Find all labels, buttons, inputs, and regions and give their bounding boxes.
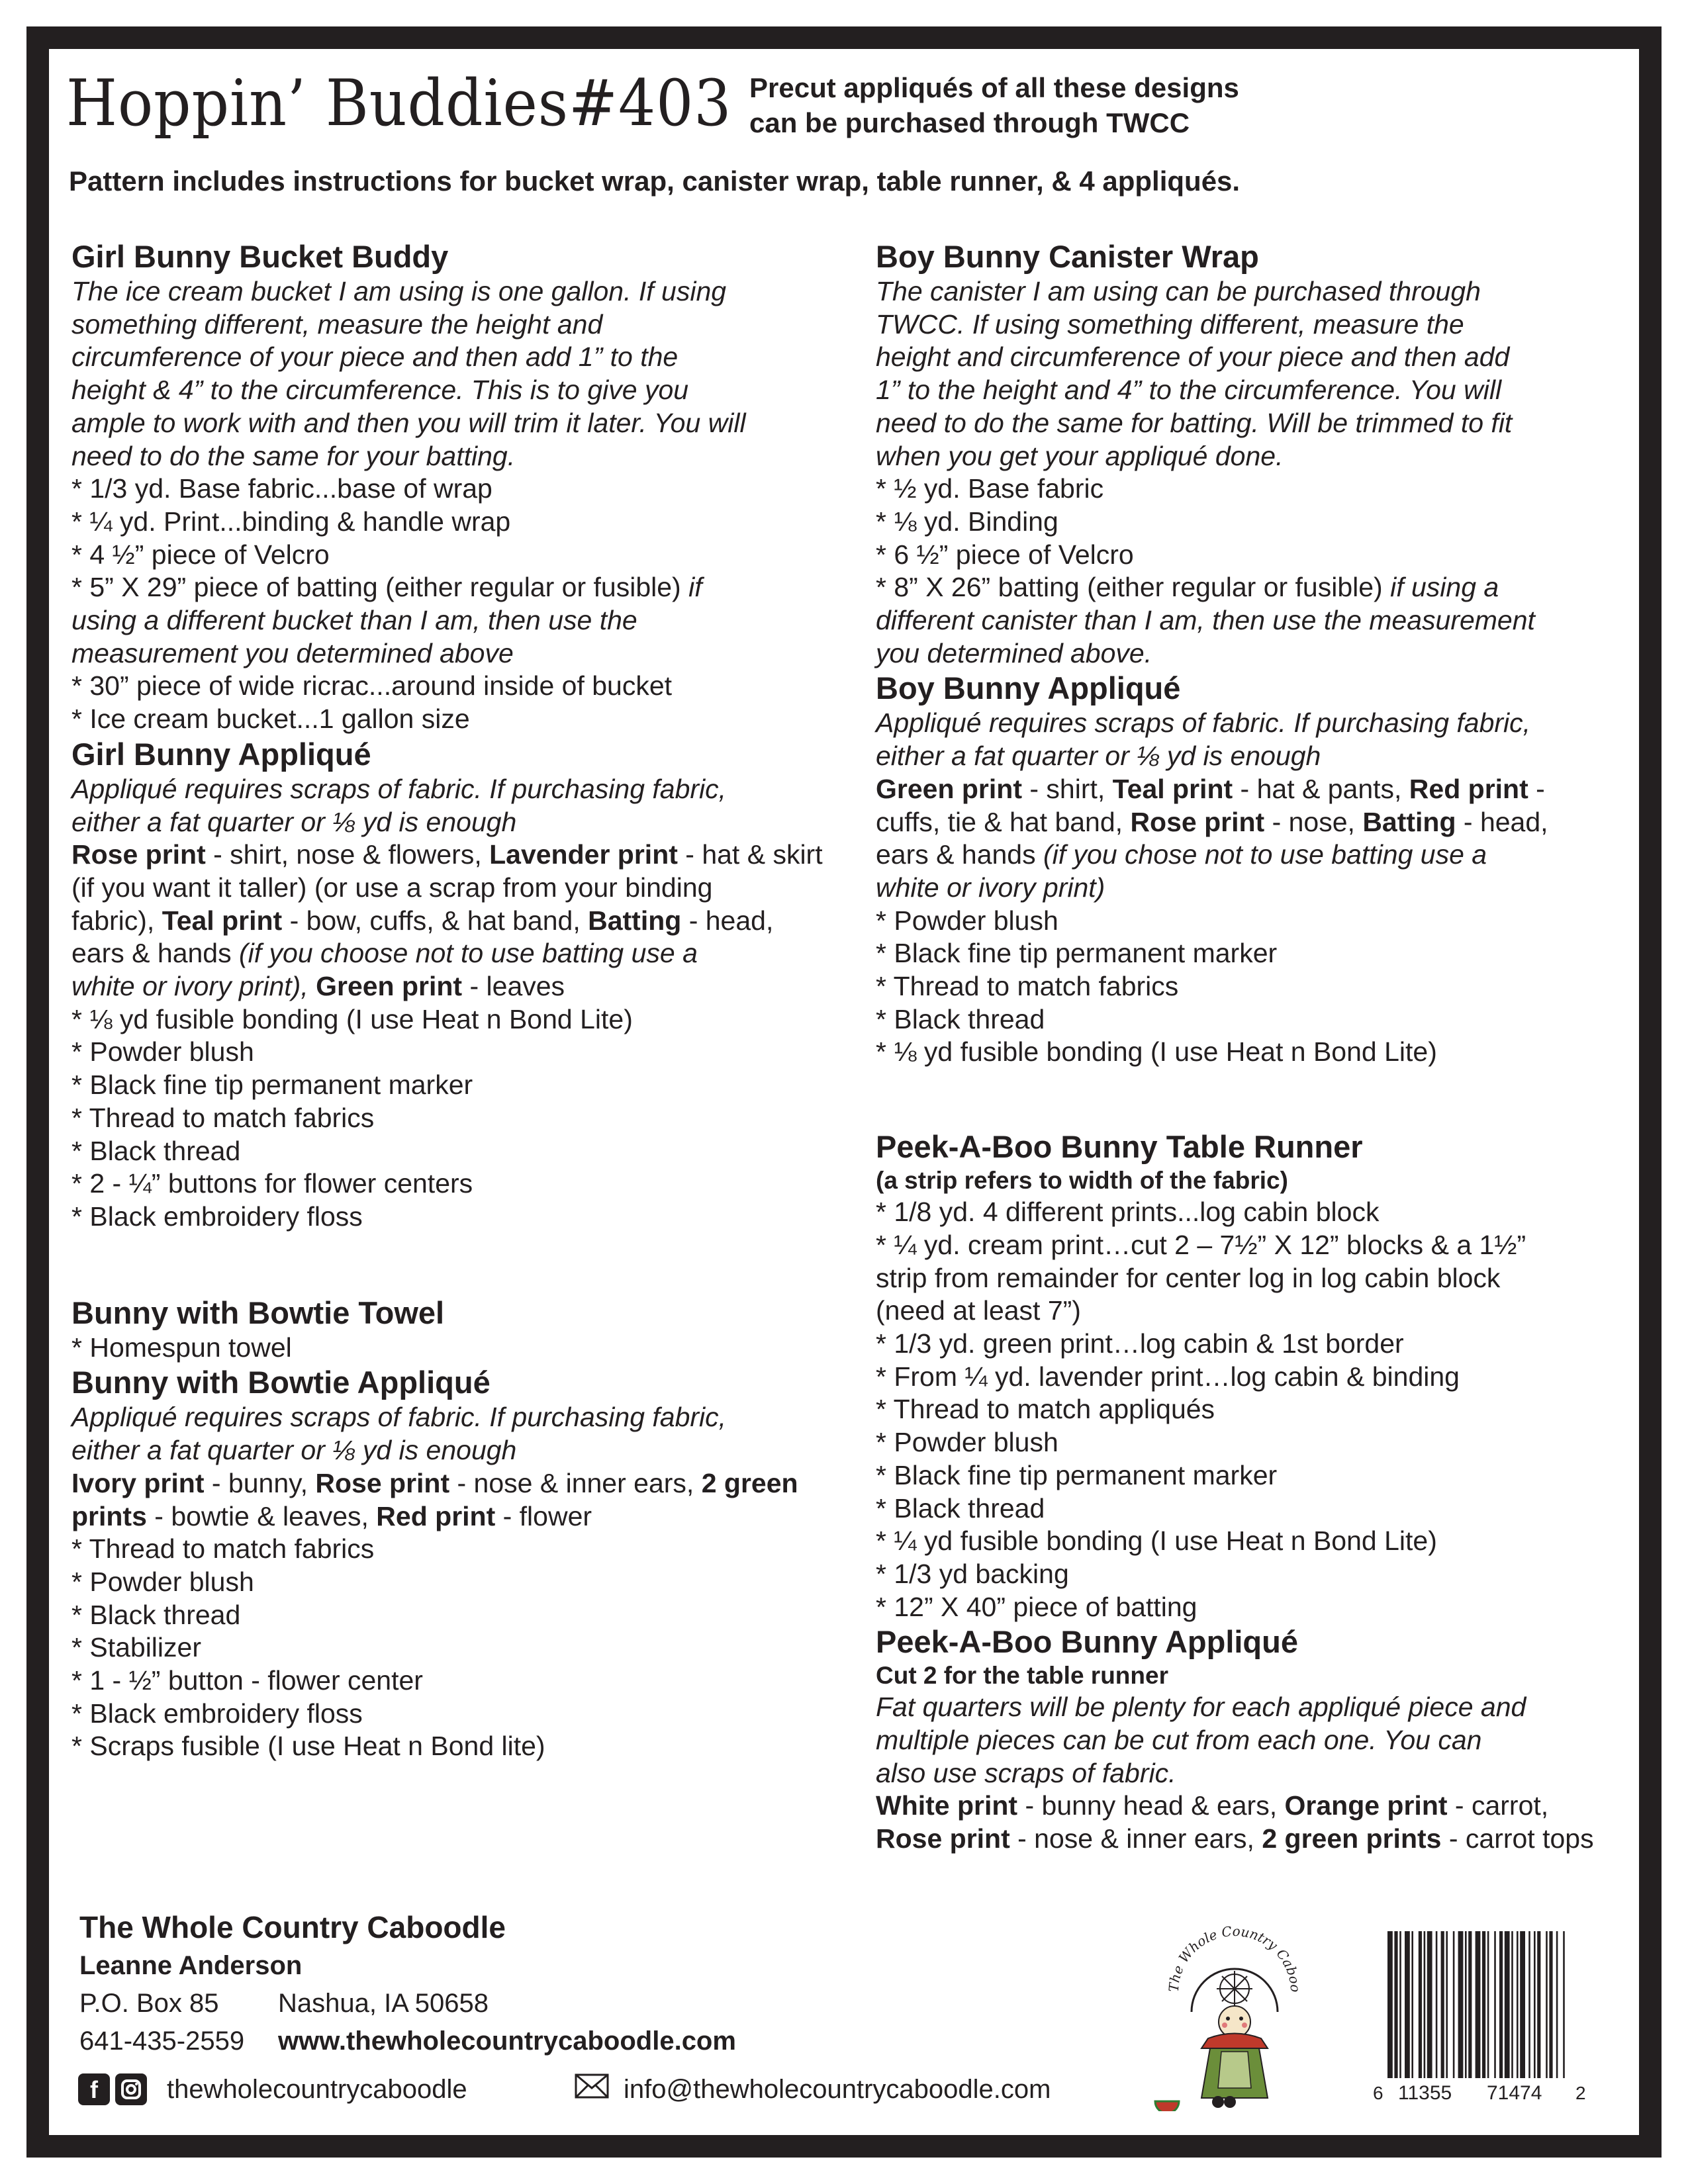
list-item: * ¼ yd. cream print…cut 2 – 7½” X 12” blocks & a 1½”: [876, 1229, 1526, 1260]
section-heading: Peek-A-Boo Bunny Appliqué: [876, 1624, 1298, 1660]
barcode-bar: [1549, 1931, 1552, 2078]
logo-arc-text: The Whole Country Caboo: [1165, 1923, 1304, 1993]
right-column: [876, 238, 1630, 1856]
list-item: * Homespun towel: [71, 1332, 292, 1363]
bowtie-towel-section: [71, 1295, 859, 1365]
boy-applique-section: Boy Bunny Appliqué Appliqué requires scraps of fabric. If purchasing fabric, either a fat quarter or ⅛ yd is enough Green print - shirt, Teal print - hat & pants, Red print - cuffs, tie & hat band, Rose print - nose, Batting - head, ears & hands (if you chose not to use batting use a white or ivory print) * Powder blush * Black fine tip permanent marker * Thread to match fabrics * Black thread * ⅛ yd fusible bonding (I use Heat n Bond Lite): [876, 670, 1630, 1069]
barcode-bar: [1511, 1931, 1513, 2078]
barcode-bar: [1411, 1931, 1413, 2078]
list-item: * Powder blush: [876, 905, 1058, 936]
list-item: * 8” X 26” batting (either regular or fusible) if using a: [876, 572, 1499, 603]
barcode-bar: [1482, 1931, 1485, 2078]
list-item: * 5” X 29” piece of batting (either regular or fusible) if: [71, 572, 702, 603]
barcode-bar: [1534, 1931, 1536, 2078]
barcode-bar: [1546, 1931, 1548, 2078]
list-item: * Powder blush: [876, 1427, 1058, 1458]
list-item: * ½ yd. Base fabric: [876, 473, 1104, 504]
list-item: * 1/3 yd. green print…log cabin & 1st border: [876, 1328, 1404, 1359]
list-item: * ⅛ yd fusible bonding (I use Heat n Bond Lite): [876, 1036, 1437, 1068]
barcode-bar: [1505, 1931, 1510, 2078]
barcode-bar: [1441, 1931, 1444, 2078]
po-box: P.O. Box 85: [79, 1989, 219, 2018]
social-handle[interactable]: thewholecountrycaboodle: [167, 2074, 467, 2104]
pattern-title: Hoppin’ Buddies#403: [66, 66, 732, 140]
barcode-bar: [1487, 1931, 1489, 2078]
girl-applique-section: Girl Bunny Appliqué Appliqué requires scraps of fabric. If purchasing fabric, either a fat quarter or ⅛ yd is enough Rose print - shirt, nose & flowers, Lavender print - hat & skirt (if you want it taller) (or use a scrap from your binding fabric), Teal print - bow, cuffs, & hat band, Batting - head, ears & hands (if you choose not to use batting use a white or ivory print), Green print - leaves * ⅛ yd fusible bonding (I use Heat n Bond Lite) * Powder blush * Black fine tip permanent marker * Thread to match fabrics * Black thread * 2 - ¼” buttons for flower centers * Black embroidery floss: [71, 736, 859, 1234]
list-item: * 1/8 yd. 4 different prints...log cabin block: [876, 1197, 1380, 1228]
barcode-bar: [1494, 1931, 1496, 2078]
pattern-includes: Pattern includes instructions for bucket wrap, canister wrap, table runner, & 4 appliqués.: [69, 165, 1241, 197]
canister-wrap-section: Boy Bunny Canister Wrap The canister I am using can be purchased through TWCC. If using something different, measure the height and circumference of your piece and then add 1” to the height and 4” to the circumference. You will need to do the same for batting. Will be trimmed to fit when you get your appliqué done. * ½ yd. Base fabric * ⅛ yd. Binding * 6 ½” piece of Velcro * 8” X 26” batting (either regular or fusible) if using a different canister than I am, then use the measurement you determined above.: [876, 238, 1630, 670]
website-link[interactable]: www.thewholecountrycaboodle.com: [278, 2026, 736, 2056]
list-item: * Thread to match fabrics: [876, 971, 1179, 1002]
list-item: * 30” piece of wide ricrac...around inside of bucket: [71, 670, 673, 702]
left-column: [71, 238, 859, 1763]
barcode-bar: [1405, 1931, 1410, 2078]
list-item: * ¼ yd fusible bonding (I use Heat n Bond Lite): [876, 1525, 1437, 1557]
section-heading: Bunny with Bowtie Towel: [71, 1295, 445, 1330]
barcode-bar: [1394, 1931, 1397, 2078]
barcode-bar: [1520, 1931, 1525, 2078]
precut-notice: Precut appliqués of all these designs can be purchased through TWCC: [749, 72, 1239, 138]
social-row: [78, 2073, 467, 2105]
barcode: [1370, 1926, 1589, 2111]
list-item: (need at least 7”): [876, 1295, 1081, 1326]
barcode-bar: [1424, 1931, 1426, 2078]
list-item: * Black thread: [876, 1003, 1045, 1034]
barcode-bar: [1419, 1931, 1422, 2078]
barcode-bar: [1427, 1931, 1432, 2078]
barcode-bar: [1517, 1931, 1519, 2078]
list-item: * ¼ yd. Print...binding & handle wrap: [71, 506, 511, 537]
email-row: [575, 2073, 1051, 2105]
girl-bucket-section: Girl Bunny Bucket Buddy The ice cream bucket I am using is one gallon. If using something different, measure the height and circumference of your piece and then add 1” to the height & 4” to the circumference. This is to give you ample to work with and then you will trim it later. You will need to do the same for your batting. * 1/3 yd. Base fabric...base of wrap * ¼ yd. Print...binding & handle wrap * 4 ½” piece of Velcro * 5” X 29” piece of batting (either regular or fusible) if using a different bucket than I am, then use the measurement you determined above * 30” piece of wide ricrac...around inside of bucket * Ice cream bucket...1 gallon size: [71, 238, 859, 736]
list-item: * Powder blush: [71, 1036, 254, 1068]
email-link[interactable]: info@thewholecountrycaboodle.com: [624, 2074, 1051, 2104]
list-item: * Thread to match fabrics: [71, 1102, 375, 1133]
barcode-bar: [1453, 1931, 1455, 2078]
section-heading: Girl Bunny Bucket Buddy: [71, 239, 449, 274]
city: Nashua, IA 50658: [278, 1989, 489, 2018]
barcode-bar: [1446, 1931, 1448, 2078]
list-item: * ⅛ yd. Binding: [876, 506, 1058, 537]
barcode-bar: [1563, 1931, 1565, 2078]
list-item: * Powder blush: [71, 1566, 254, 1597]
contact-name: Leanne Anderson: [79, 1951, 303, 1980]
barcode-bar: [1476, 1931, 1481, 2078]
list-item: * Thread to match fabrics: [71, 1533, 375, 1565]
company-name: The Whole Country Caboodle: [79, 1910, 506, 1944]
section-heading: Boy Bunny Appliqué: [876, 670, 1181, 706]
list-item: * Black embroidery floss: [71, 1698, 363, 1729]
list-item: strip from remainder for center log in log cabin block: [876, 1262, 1501, 1293]
list-item: * ⅛ yd fusible bonding (I use Heat n Bond Lite): [71, 1003, 633, 1034]
barcode-digit-prefix: 6: [1373, 2083, 1383, 2103]
section-heading: Boy Bunny Canister Wrap: [876, 239, 1259, 274]
list-item: * 1 - ½” button - flower center: [71, 1665, 423, 1696]
list-item: * Stabilizer: [71, 1632, 201, 1663]
barcode-bar: [1458, 1931, 1464, 2078]
list-item: * Black thread: [71, 1599, 241, 1630]
barcode-digits-right: 71474: [1487, 2082, 1542, 2104]
list-item: * 1/3 yd backing: [876, 1558, 1069, 1589]
barcode-bar: [1499, 1931, 1503, 2078]
peek-applique-section: Peek-A-Boo Bunny Appliqué Cut 2 for the table runner Fat quarters will be plenty for each appliqué piece and multiple pieces can be cut from each one. You can also use scraps of fabric. White print - bunny head & ears, Orange print - carrot, Rose print - nose & inner ears, 2 green prints - carrot tops: [876, 1623, 1630, 1856]
bowtie-applique-section: Bunny with Bowtie Appliqué Appliqué requires scraps of fabric. If purchasing fabric, either a fat quarter or ⅛ yd is enough Ivory print - bunny, Rose print - nose & inner ears, 2 green prints - bowtie & leaves, Red print - flower * Thread to match fabrics * Powder blush * Black thread * Stabilizer * 1 - ½” button - flower center * Black embroidery floss * Scraps fusible (I use Heat n Bond lite): [71, 1364, 859, 1763]
table-runner-section: Peek-A-Boo Bunny Table Runner (a strip refers to width of the fabric) * 1/8 yd. 4 different prints...log cabin block * ¼ yd. cream print…cut 2 – 7½” X 12” blocks & a 1½” strip from remainder for center log in log cabin block (need at least 7”) * 1/3 yd. green print…log cabin & 1st border * From ¼ yd. lavender print…log cabin & binding * Thread to match appliqués * Powder blush * Black fine tip permanent marker * Black thread * ¼ yd fusible bonding (I use Heat n Bond Lite) * 1/3 yd backing * 12” X 40” piece of batting: [876, 1128, 1630, 1623]
list-item: * Thread to match appliqués: [876, 1394, 1215, 1425]
list-item: * Scraps fusible (I use Heat n Bond lite): [71, 1731, 545, 1762]
section-heading: Girl Bunny Appliqué: [71, 736, 371, 772]
svg-text:The Whole Country Caboodle: [1152, 1913, 1303, 1993]
list-item: * Black fine tip permanent marker: [71, 1069, 473, 1101]
list-item: * 2 - ¼” buttons for flower centers: [71, 1168, 473, 1199]
list-item: * Black thread: [71, 1135, 241, 1166]
envelope-icon: [575, 2073, 609, 2105]
barcode-digits-left: 11355: [1398, 2082, 1452, 2104]
list-item: * From ¼ yd. lavender print…log cabin & binding: [876, 1361, 1460, 1392]
list-item: * 1/3 yd. Base fabric...base of wrap: [71, 473, 492, 504]
list-item: * Ice cream bucket...1 gallon size: [71, 704, 470, 735]
section-heading: Peek-A-Boo Bunny Table Runner: [876, 1129, 1363, 1165]
barcode-bar: [1468, 1931, 1472, 2078]
barcode-bar: [1387, 1931, 1393, 2078]
instagram-icon[interactable]: [115, 2073, 147, 2105]
list-item: * Black embroidery floss: [71, 1201, 363, 1232]
caboodle-logo: [1152, 1913, 1311, 2111]
list-item: * Black fine tip permanent marker: [876, 938, 1278, 969]
list-item: * Black fine tip permanent marker: [876, 1459, 1278, 1490]
contact-block: [79, 1907, 736, 2060]
list-item: * 12” X 40” piece of batting: [876, 1591, 1197, 1622]
facebook-icon[interactable]: f: [78, 2073, 110, 2105]
barcode-bar: [1399, 1931, 1401, 2078]
barcode-bar: [1556, 1931, 1558, 2078]
list-item: * 6 ½” piece of Velcro: [876, 539, 1134, 570]
barcode-bar: [1537, 1931, 1540, 2078]
phone: 641-435-2559: [79, 2026, 245, 2056]
barcode-bar: [1465, 1931, 1467, 2078]
list-item: * Black thread: [876, 1492, 1045, 1524]
list-item: * 4 ½” piece of Velcro: [71, 539, 330, 570]
barcode-bar: [1528, 1931, 1530, 2078]
barcode-bar: [1436, 1931, 1438, 2078]
barcode-digit-check: 2: [1575, 2083, 1586, 2103]
section-heading: Bunny with Bowtie Appliqué: [71, 1365, 491, 1400]
